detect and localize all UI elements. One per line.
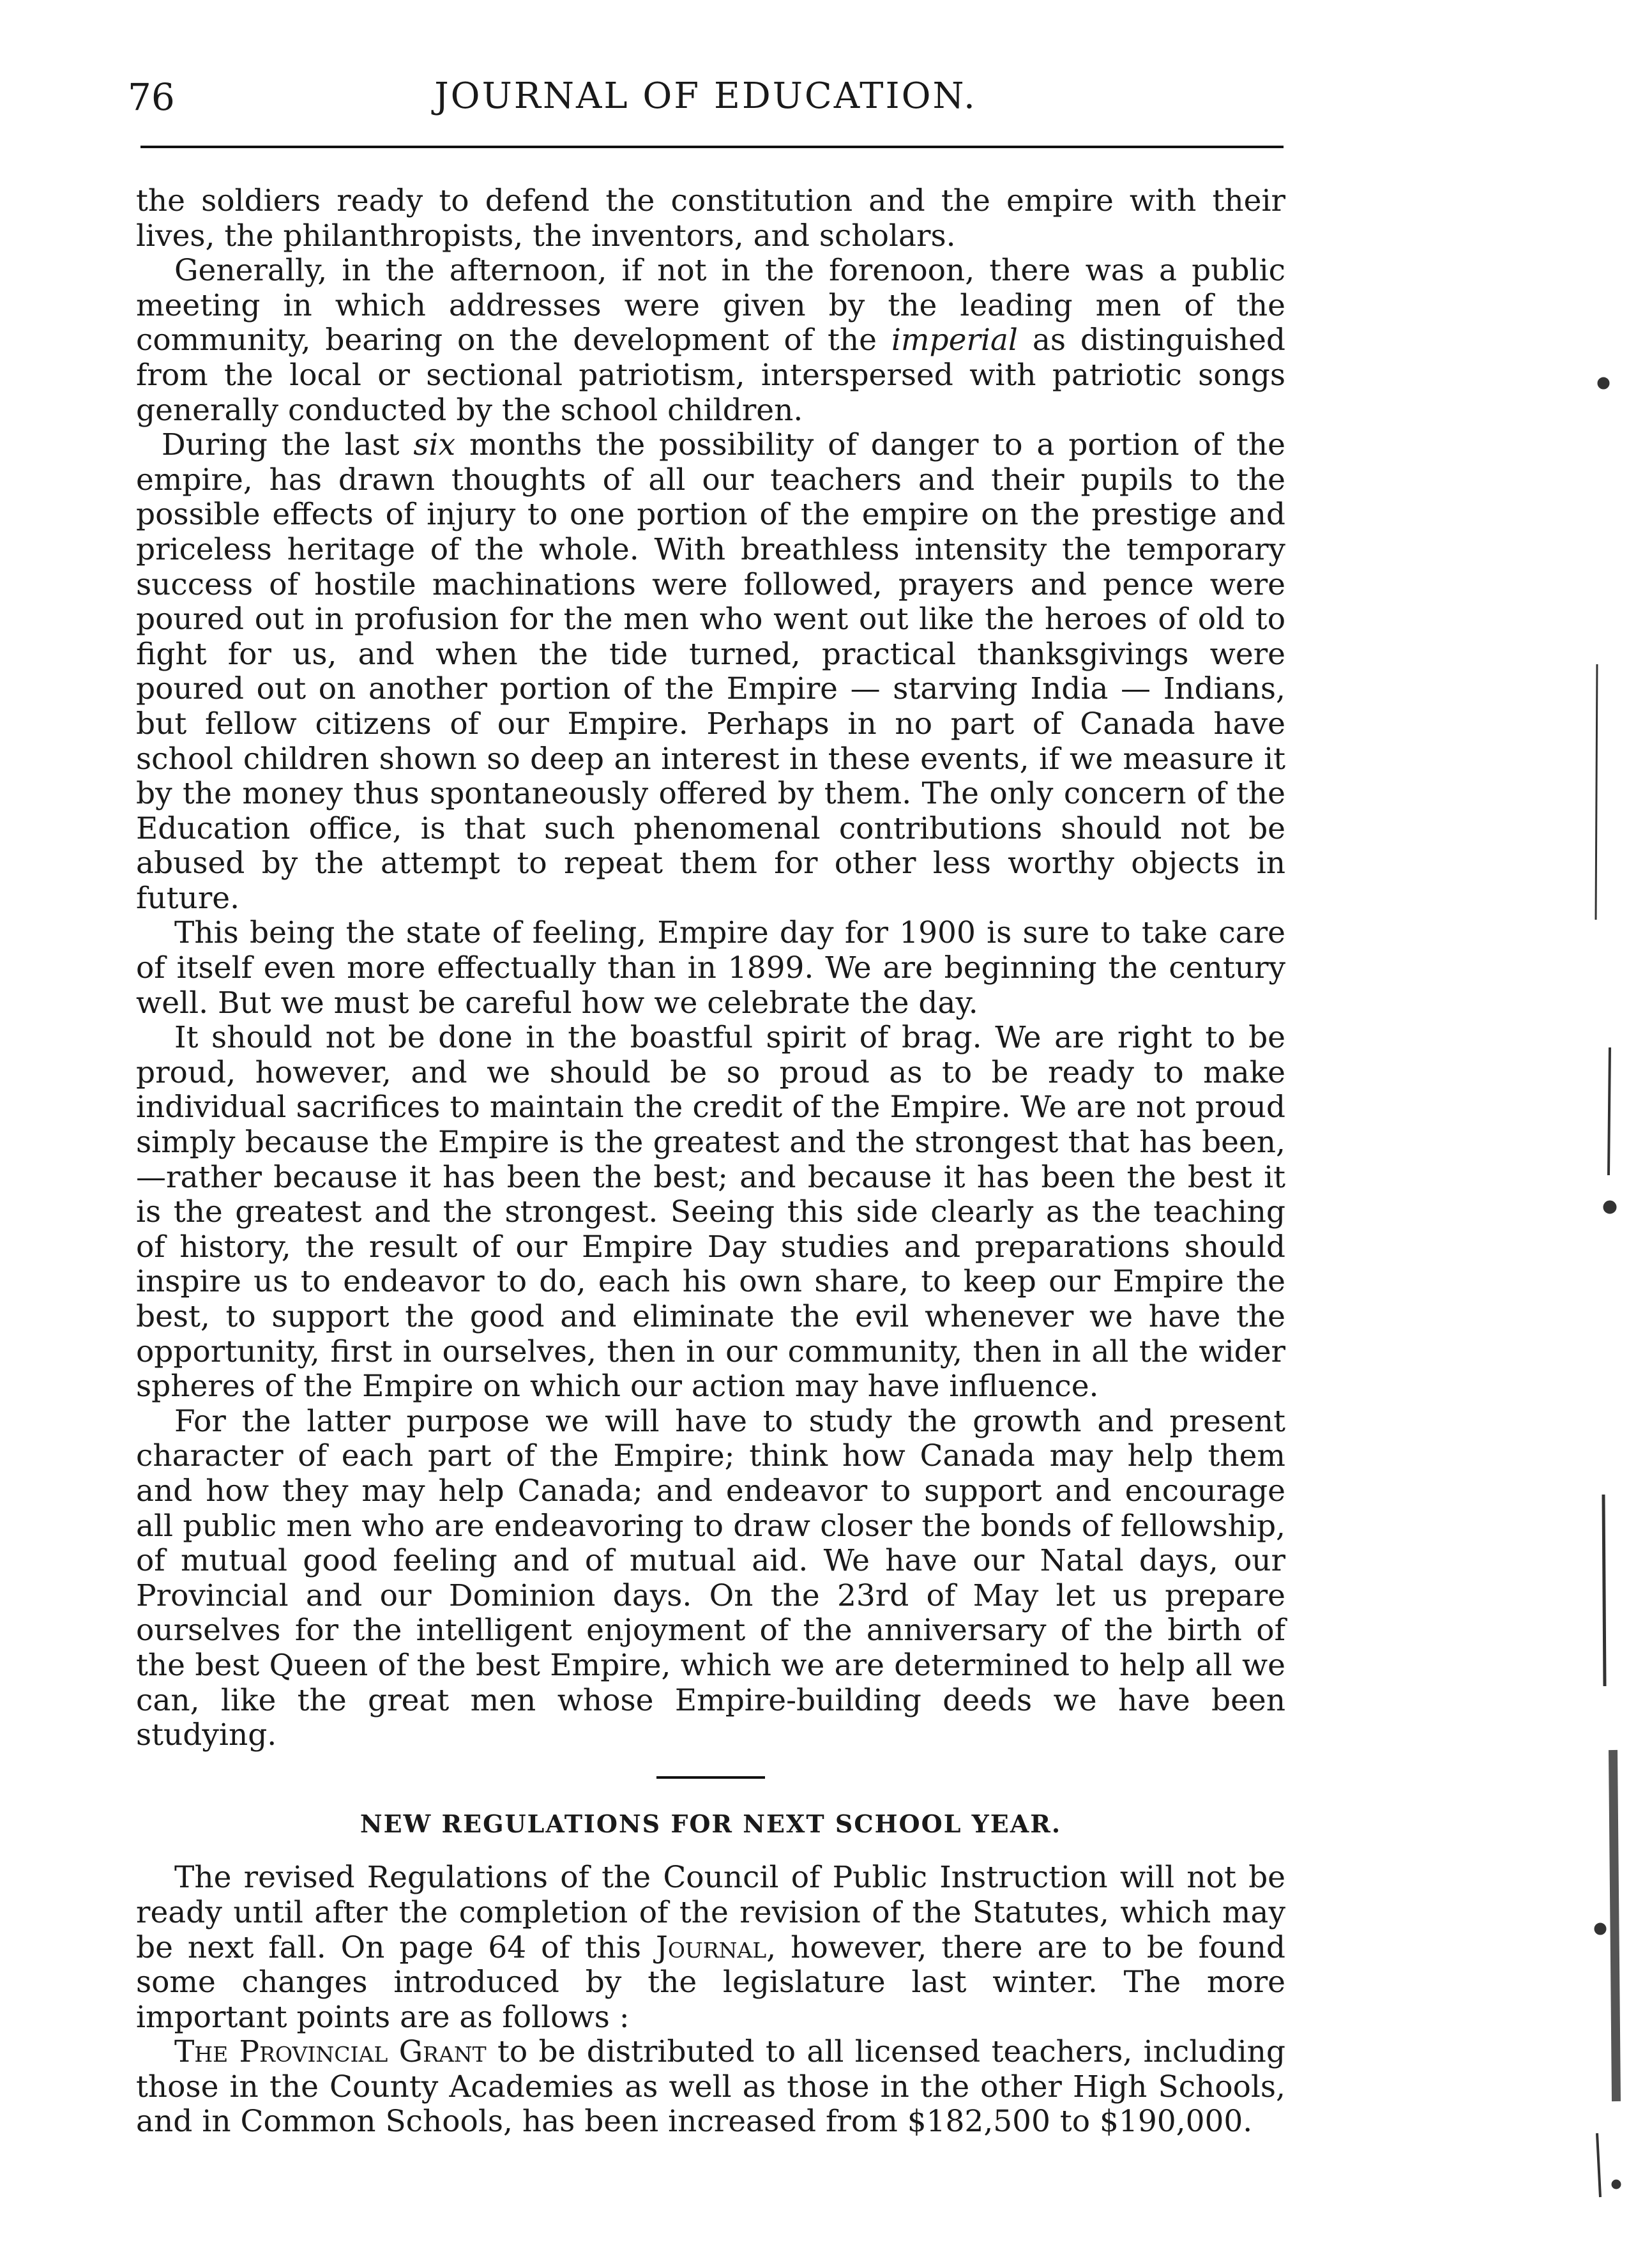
emphasis-imperial: imperial [891,323,1018,358]
paragraph-6: For the latter purpose we will have to study the growth and present character of each part of the Empire; think how Canada may help them and how they may help Canada; and endeavor to support and encourage all public men who are endeavoring to draw closer the bonds of fellowship, of mutual good feeling and of mutual aid. We have our Natal days, our Provincial and our Dominion days. On the 23rd of May let us prepare ourselves for the intelligent enjoyment of the anniversary of the birth of the best Queen of the best Empire, which we are determined to help all we can, like the great men whose Empire-building deeds we have been studying. [136,1403,1285,1753]
paragraph-1: the soldiers ready to defend the constitution and the empire with their lives, the philanthropists, the inventors, and scholars. [136,183,1285,254]
provincial-grant-smallcaps: The Provincial Grant [174,2034,487,2070]
header-rule [140,146,1284,148]
paragraph-5: It should not be done in the boastful spirit of brag. We are right to be proud, however, and we should be so proud as to be ready to make individual sacrifices to maintain the credit of the Empire. We are not proud simply because the Empire is the greatest and the strongest that has been,—rather because it has been the best; and because it has been the best it is the greatest and the strongest. Seeing this side clearly as the teaching of history, the result of our Empire Day studies and preparations should inspire us to endeavor to do, each his own share, to keep our Empire the best, to support the good and eliminate the evil whenever we have the opportunity, first in ourselves, then in our community, then in all the wider spheres of the Empire on which our action may have influence. [136,1020,1285,1404]
scan-margin-artifacts [1520,89,1629,2261]
article-body [136,184,1285,2140]
paragraph-3: During the last six months the possibility of danger to a portion of the empire, has drawn thoughts of all our teachers and their pupils to the possible effects of injury to one portion of the empire on the prestige and priceless heritage of the whole. With breathless intensity the temporary success of hostile machinations were followed, prayers and pence were poured out in profusion for the men who went out like the heroes of old to fight for us, and when the tide turned, practical thanksgivings were poured out on another portion of the Empire — starving India — Indians, but fellow citizens of our Empire. Perhaps in no part of Canada have school children shown so deep an interest in these events, if we measure it by the money thus spontaneously offered by them. The only concern of the Education office, is that such phenomenal contributions should not be abused by the attempt to repeat them for other less worthy objects in future. [136,427,1285,916]
section-paragraph-2: The Provincial Grant to be distributed to all licensed teachers, including those in the County Academies as well as those in the other High Schools, and in Common Schools, has been increased from $182,500 to $190,000. [136,2034,1285,2140]
page-header [128,75,1284,126]
paragraph-4: This being the state of feeling, Empire day for 1900 is sure to take care of itself even more effectually than in 1899. We are beginning the century well. But we must be careful how we celebrate the day. [136,915,1285,1021]
running-title: JOURNAL OF EDUCATION. [434,75,977,117]
emphasis-six: six [413,427,456,463]
section-divider [656,1776,765,1779]
section-paragraph-1: The revised Regulations of the Council of Public Instruction will not be ready until after the completion of the revision of the Statutes, which may be next fall. On page 64 of this Journal, however, there are to be found some changes introduced by the legislature last winter. The more important points are as follows : [136,1860,1285,2035]
section-heading: NEW REGULATIONS FOR NEXT SCHOOL YEAR. [360,1809,1062,1838]
journal-smallcaps: Journal [656,1929,767,1965]
paragraph-2: Generally, in the afternoon, if not in the forenoon, there was a public meeting in which addresses were given by the leading men of the community, bearing on the development of the imperial as distinguished from the local or sectional patriotism, interspersed with patriotic songs generally conducted by the school children. [136,253,1285,428]
page-number: 76 [128,75,175,119]
